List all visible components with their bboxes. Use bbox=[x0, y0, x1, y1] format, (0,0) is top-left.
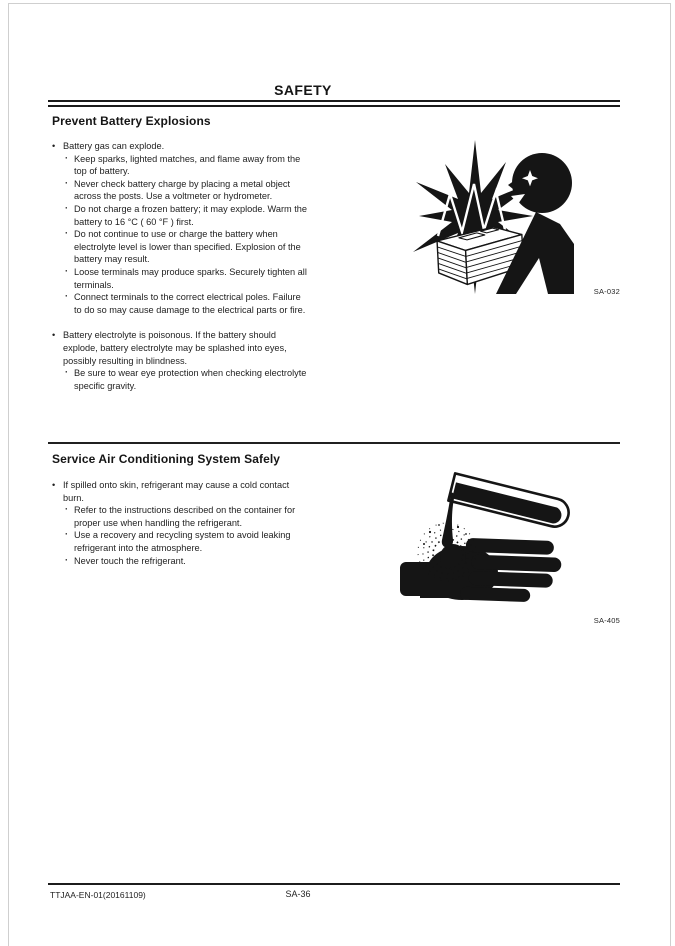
text-line: · Never touch the refrigerant. bbox=[74, 555, 186, 566]
section-heading-air-conditioning: Service Air Conditioning System Safely bbox=[52, 452, 281, 466]
bullet-item bbox=[52, 479, 364, 504]
text-line: explode, battery electrolyte may be splashed into eyes, bbox=[63, 342, 287, 353]
text-line: refrigerant into the atmosphere. bbox=[74, 542, 203, 553]
section-heading-battery: Prevent Battery Explosions bbox=[52, 114, 211, 128]
text-line: possibly resulting in blindness. bbox=[63, 355, 188, 366]
bullet-item bbox=[52, 140, 364, 153]
battery-bullet-list bbox=[52, 140, 364, 392]
footer-divider bbox=[48, 883, 620, 885]
refrigerant-bullet-list bbox=[52, 479, 364, 567]
bullet-group bbox=[52, 479, 364, 567]
sub-bullet-item bbox=[65, 203, 364, 228]
test-tube-icon bbox=[448, 473, 571, 529]
bullet-group bbox=[52, 140, 364, 316]
text-line: · Connect terminals to the correct electrical poles. Failure bbox=[74, 292, 301, 303]
text-line: • Battery gas can explode. bbox=[63, 141, 165, 151]
page-title: SAFETY bbox=[274, 82, 332, 98]
sub-bullet-item bbox=[65, 529, 364, 554]
refrigerant-hand-icon bbox=[400, 470, 575, 615]
text-line: proper use when handling the refrigerant. bbox=[74, 517, 243, 528]
text-line: · Loose terminals may produce sparks. Securely tighten all bbox=[74, 266, 307, 277]
text-line: · Be sure to wear eye protection when checking electrolyte bbox=[74, 368, 307, 379]
figure-caption: SA-032 bbox=[593, 287, 620, 296]
sub-bullet-item bbox=[65, 266, 364, 291]
sub-bullet-item bbox=[65, 153, 364, 178]
sub-bullet-item bbox=[65, 367, 364, 392]
text-line: • If spilled onto skin, refrigerant may cause a cold contact bbox=[63, 480, 290, 490]
text-line: · Do not charge a frozen battery; it may explode. Warm the bbox=[74, 203, 308, 214]
section-divider bbox=[48, 442, 620, 444]
figure-caption: SA-405 bbox=[593, 616, 620, 625]
text-line: • Battery electrolyte is poisonous. If the battery should bbox=[63, 330, 276, 341]
sub-bullet-item bbox=[65, 291, 364, 316]
sub-bullet-item bbox=[65, 555, 364, 568]
text-line: to do so may cause damage to the electrical parts or fire. bbox=[74, 304, 306, 315]
text-line: specific gravity. bbox=[74, 380, 137, 391]
text-line: · Keep sparks, lighted matches, and flame away from the bbox=[74, 153, 301, 164]
text-line: · Refer to the instructions described on the container for bbox=[74, 505, 296, 516]
text-line: · Do not continue to use or charge the battery when bbox=[74, 229, 278, 240]
person-head-icon bbox=[512, 153, 572, 213]
text-line: burn. bbox=[63, 492, 84, 503]
figure-refrigerant-hand bbox=[400, 470, 575, 615]
text-line: · Never check battery charge by placing a metal object bbox=[74, 178, 291, 189]
footer-page-number: SA-36 bbox=[285, 889, 311, 899]
text-line: battery to 16 °C ( 60 °F ) first. bbox=[74, 216, 194, 227]
text-line: electrolyte level is lower than specified. Explosion of the bbox=[74, 241, 301, 252]
sub-bullet-item bbox=[65, 504, 364, 529]
text-line: top of battery. bbox=[74, 166, 130, 177]
title-divider bbox=[48, 100, 620, 107]
person-icon bbox=[496, 153, 574, 294]
figure-battery-explosion bbox=[390, 138, 582, 294]
text-line: across the posts. Use a voltmeter or hydrometer. bbox=[74, 191, 273, 202]
sub-bullet-item bbox=[65, 178, 364, 203]
bullet-item bbox=[52, 329, 364, 367]
sub-bullet-item bbox=[65, 228, 364, 266]
battery-explosion-icon bbox=[390, 138, 582, 294]
text-line: battery may result. bbox=[74, 254, 150, 265]
text-line: · Use a recovery and recycling system to avoid leaking bbox=[74, 530, 291, 541]
footer-doc-code: TTJAA-EN-01(20161109) bbox=[50, 890, 146, 900]
text-line: terminals. bbox=[74, 279, 114, 290]
bullet-group bbox=[52, 329, 364, 392]
